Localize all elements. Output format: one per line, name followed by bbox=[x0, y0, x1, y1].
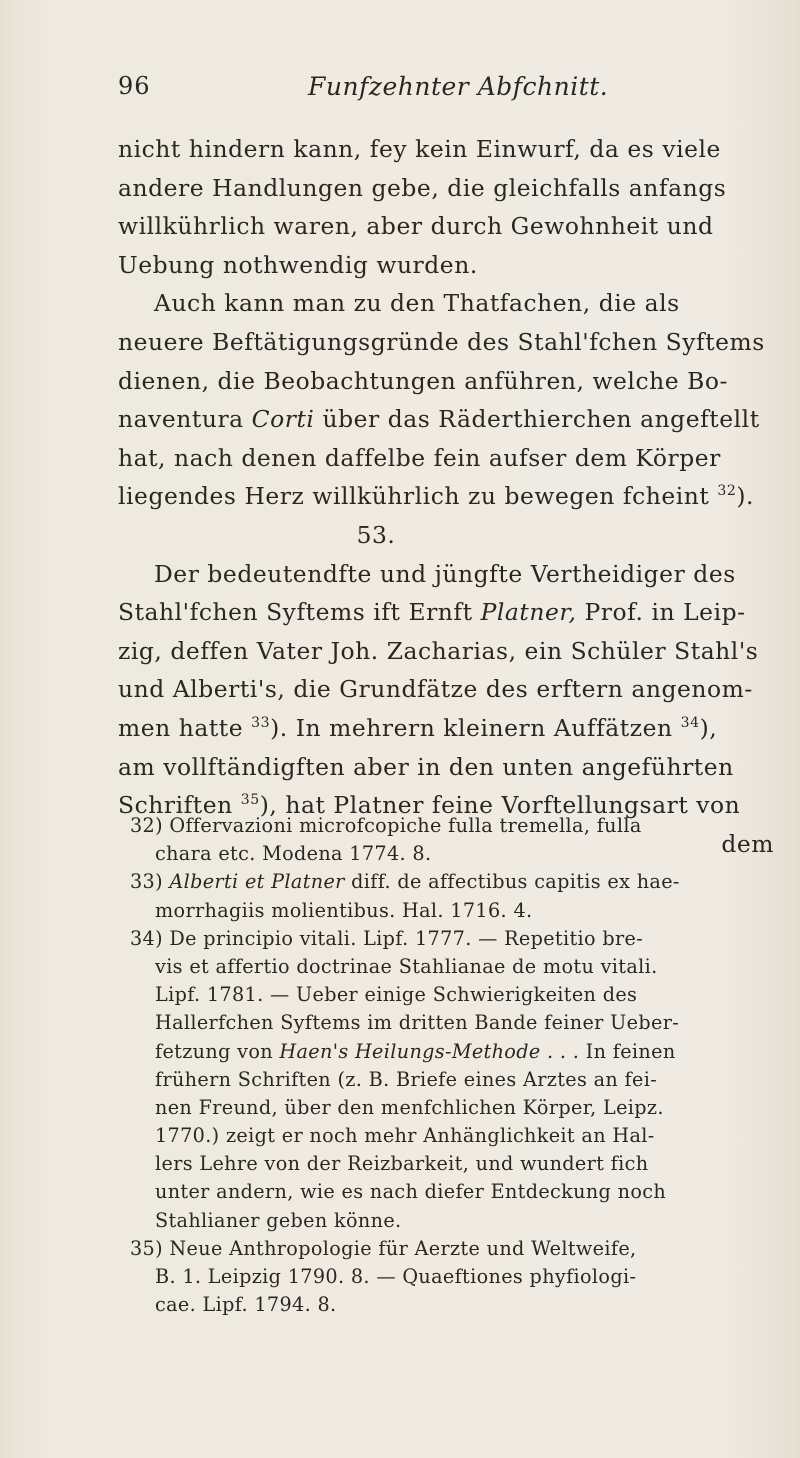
author-name: Corti bbox=[251, 405, 315, 434]
footnote-34: 34) De principio vitali. Lipf. 1777. — Repetitio bre- bbox=[130, 926, 644, 950]
text-span: men hatte bbox=[118, 713, 252, 742]
text-span: ), hat Platner feine Vorftellungsart von bbox=[259, 791, 741, 820]
footnote-line: cae. Lipf. 1794. 8. bbox=[155, 1293, 337, 1317]
text-span: diff. de affectibus capitis ex hae- bbox=[344, 870, 680, 894]
footnote-line: Lipf. 1781. — Ueber einige Schwierigkeiten des bbox=[155, 983, 638, 1007]
footnote-line: B. 1. Leipzig 1790. 8. — Quaeftiones phyfiologi- bbox=[155, 1265, 637, 1288]
footnote-line bbox=[130, 1038, 790, 1066]
text-line: und Alberti's, die Grundfätze des erftern angenom- bbox=[118, 675, 753, 704]
footnote-line: nen Freund, über den menfchlichen Körper, Leipz. bbox=[155, 1095, 664, 1119]
main-text bbox=[118, 130, 794, 863]
text-line: zig, deffen Vater Joh. Zacharias, ein Schüler Stahl's bbox=[118, 636, 759, 665]
text-line: willkührlich waren, aber durch Gewohnheit und bbox=[118, 212, 714, 241]
text-line: Der bedeutendfte und jüngfte Vertheidiger des bbox=[154, 559, 736, 588]
text-line: hat, nach denen daffelbe fein aufser dem Körper bbox=[118, 443, 721, 472]
text-span: ). bbox=[736, 482, 754, 511]
footnote-line: lers Lehre von der Reizbarkeit, und wundert fich bbox=[155, 1152, 649, 1176]
text-line bbox=[118, 400, 794, 439]
footnote-35: 35) Neue Anthropologie für Aerzte und Weltweife, bbox=[130, 1236, 637, 1260]
text-span: über das Räderthierchen angeftellt bbox=[314, 405, 760, 434]
text-line: dienen, die Beobachtungen anführen, welche Bo- bbox=[118, 366, 728, 395]
footnote-line: unter andern, wie es nach diefer Entdeckung noch bbox=[155, 1180, 667, 1204]
text-span: fetzung von bbox=[155, 1039, 280, 1063]
text-line bbox=[118, 593, 794, 632]
footnote-line: morrhagiis molientibus. Hal. 1716. 4. bbox=[155, 898, 533, 922]
footnote-ref: 33 bbox=[251, 715, 271, 732]
author-name: Alberti et Platner bbox=[169, 870, 345, 894]
text-span: naventura bbox=[118, 405, 252, 434]
catchword: dem bbox=[721, 829, 774, 858]
footnote-33 bbox=[130, 868, 790, 896]
text-span: Prof. in Leip- bbox=[576, 598, 746, 627]
text-span: In feinen bbox=[579, 1039, 676, 1063]
page-header bbox=[118, 72, 718, 112]
text-line: neuere Beftätigungsgründe des Stahl'fchen Syftems bbox=[118, 327, 765, 356]
section-number: 53. bbox=[356, 520, 396, 549]
footnote-line: frühern Schriften (z. B. Briefe eines Arztes an fei- bbox=[155, 1067, 658, 1091]
text-span: ). In mehrern kleinern Auffätzen bbox=[270, 713, 681, 742]
footnotes bbox=[130, 812, 790, 1319]
footnote-line: 1770.) zeigt er noch mehr Anhänglichkeit an Hal- bbox=[155, 1124, 655, 1148]
text-line: am vollftändigften aber in den unten angeführten bbox=[118, 752, 734, 781]
text-line: andere Handlungen gebe, die gleichfalls anfangs bbox=[118, 173, 727, 202]
footnote-line: Stahlianer geben könne. bbox=[155, 1208, 402, 1232]
text-line: Auch kann man zu den Thatfachen, die als bbox=[154, 289, 680, 318]
footnote-ref: 34 bbox=[680, 715, 700, 732]
book-title: Haen's Heilungs-Methode . . . bbox=[279, 1039, 580, 1063]
footnote-ref: 35 bbox=[240, 792, 260, 809]
text-line bbox=[118, 709, 794, 748]
text-line bbox=[118, 477, 794, 516]
footnote-ref: 32 bbox=[717, 483, 737, 500]
footnote-line: vis et affertio doctrinae Stahlianae de motu vitali. bbox=[155, 954, 658, 978]
text-span: Stahl'fchen Syftems ift Ernft bbox=[118, 598, 481, 627]
running-head: Funfzehnter Abfchnitt. bbox=[308, 72, 609, 101]
text-line: nicht hindern kann, fey kein Einwurf, da es viele bbox=[118, 135, 721, 163]
author-name: Platner, bbox=[480, 598, 577, 627]
footnote-line: chara etc. Modena 1774. 8. bbox=[155, 842, 432, 866]
text-span: Schriften bbox=[118, 791, 241, 820]
footnote-line: Hallerfchen Syftems im dritten Bande feiner Ueber- bbox=[155, 1011, 680, 1035]
text-line: Uebung nothwendig wurden. bbox=[118, 250, 478, 279]
text-span: ), bbox=[699, 713, 718, 742]
text-span: liegendes Herz willkührlich zu bewegen fcheint bbox=[118, 482, 710, 511]
footnote-number: 33) bbox=[130, 870, 170, 894]
footnote-32: 32) Offervazioni microfcopiche fulla tremella, fulla bbox=[130, 814, 642, 837]
page-number: 96 bbox=[118, 72, 151, 100]
